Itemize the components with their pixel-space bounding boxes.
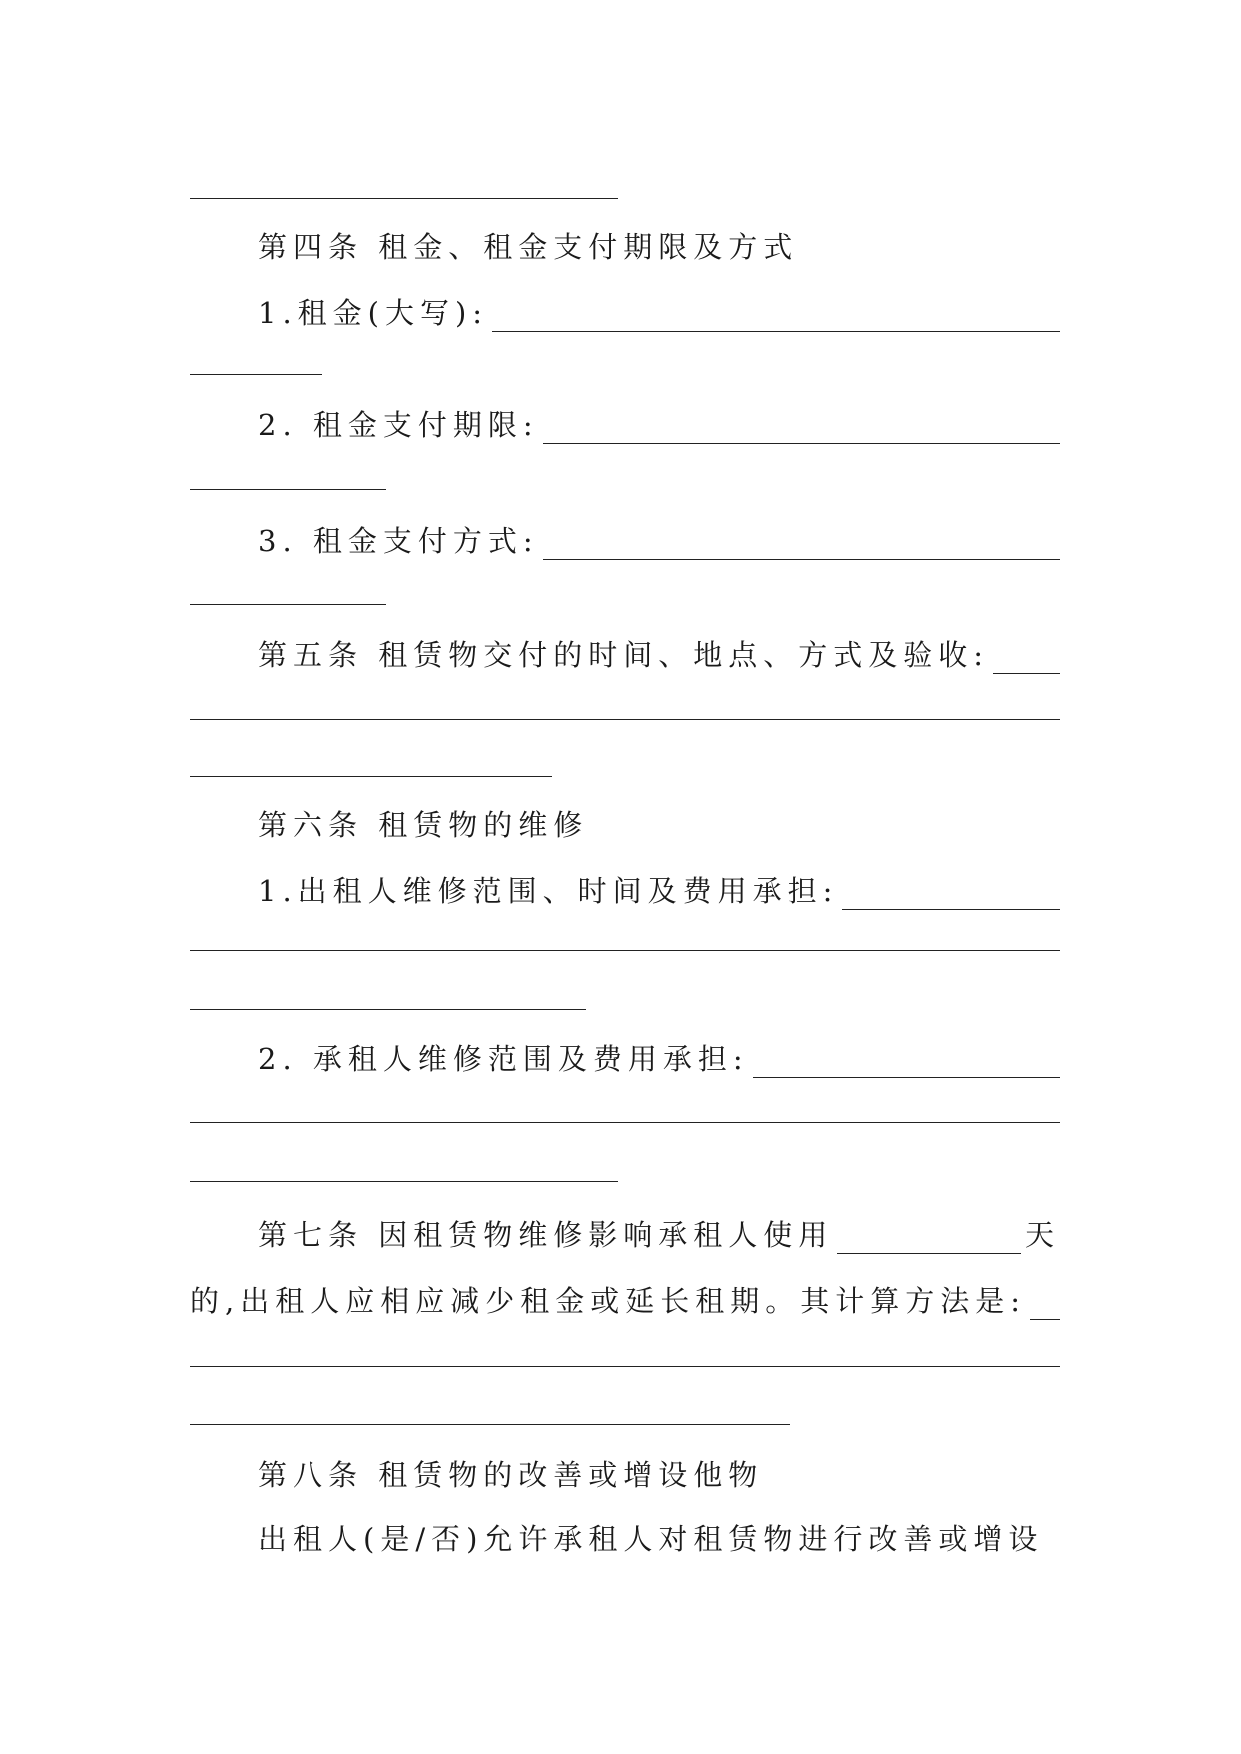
article-7-days-unit: 天 bbox=[1024, 1218, 1060, 1252]
rent-amount-field-continued[interactable] bbox=[190, 374, 322, 375]
article-8-text: 出租人(是/否)允许承租人对租赁物进行改善或增设 bbox=[258, 1522, 1044, 1556]
article-4-title: 第四条 租金、租金支付期限及方式 bbox=[258, 230, 799, 264]
rent-amount-label: 1.租金(大写): bbox=[258, 296, 489, 330]
rent-amount-field[interactable] bbox=[492, 299, 1060, 332]
calculation-method-field-continued[interactable] bbox=[190, 1366, 1060, 1367]
lessor-repair-field[interactable] bbox=[842, 877, 1060, 910]
lessor-repair-label: 1.出租人维修范围、时间及费用承担: bbox=[258, 874, 839, 908]
rent-payment-term-field-continued[interactable] bbox=[190, 489, 386, 490]
lessee-repair-field[interactable] bbox=[753, 1045, 1060, 1078]
rent-payment-method-row bbox=[258, 516, 1060, 560]
delivery-acceptance-field-continued[interactable] bbox=[190, 719, 1060, 720]
repair-days-field[interactable] bbox=[837, 1221, 1021, 1254]
lessor-repair-field-continued[interactable] bbox=[190, 950, 1060, 951]
rent-payment-method-field-continued[interactable] bbox=[190, 604, 386, 605]
lessee-repair-field-continued[interactable] bbox=[190, 1181, 618, 1182]
lessee-repair-label: 2. 承租人维修范围及费用承担: bbox=[258, 1042, 749, 1076]
article-8-title: 第八条 租赁物的改善或增设他物 bbox=[258, 1458, 764, 1492]
lessee-repair-field-continued[interactable] bbox=[190, 1122, 1060, 1123]
article-5-title: 第五条 租赁物交付的时间、地点、方式及验收: bbox=[258, 638, 989, 672]
article-8-body bbox=[258, 1514, 1060, 1558]
rent-payment-term-field[interactable] bbox=[543, 411, 1060, 444]
article-5-row bbox=[258, 630, 1060, 674]
calculation-method-field-continued[interactable] bbox=[190, 1424, 790, 1425]
article-7-text: 第七条 因租赁物维修影响承租人使用 bbox=[258, 1218, 834, 1252]
calculation-method-field[interactable] bbox=[1030, 1287, 1060, 1320]
lessee-repair-row bbox=[258, 1034, 1060, 1078]
article-7-calculation-label: 的,出租人应相应减少租金或延长租期。其计算方法是: bbox=[190, 1284, 1026, 1318]
rent-payment-method-label: 3. 租金支付方式: bbox=[258, 524, 539, 558]
article-7-line-2 bbox=[190, 1276, 1060, 1320]
rent-amount-row bbox=[258, 288, 1060, 332]
lessor-repair-field-continued[interactable] bbox=[190, 1009, 586, 1010]
rent-payment-term-label: 2. 租金支付期限: bbox=[258, 408, 539, 442]
article-4-heading bbox=[258, 222, 1060, 266]
delivery-acceptance-field[interactable] bbox=[993, 641, 1060, 674]
lessor-repair-row bbox=[258, 866, 1060, 910]
blank-line[interactable] bbox=[190, 198, 618, 199]
article-7-line-1 bbox=[258, 1210, 1060, 1254]
article-8-heading bbox=[258, 1450, 1060, 1494]
delivery-acceptance-field-continued[interactable] bbox=[190, 776, 552, 777]
rent-payment-method-field[interactable] bbox=[543, 527, 1060, 560]
article-6-heading bbox=[258, 800, 1060, 844]
rent-payment-term-row bbox=[258, 400, 1060, 444]
article-6-title: 第六条 租赁物的维修 bbox=[258, 808, 589, 842]
